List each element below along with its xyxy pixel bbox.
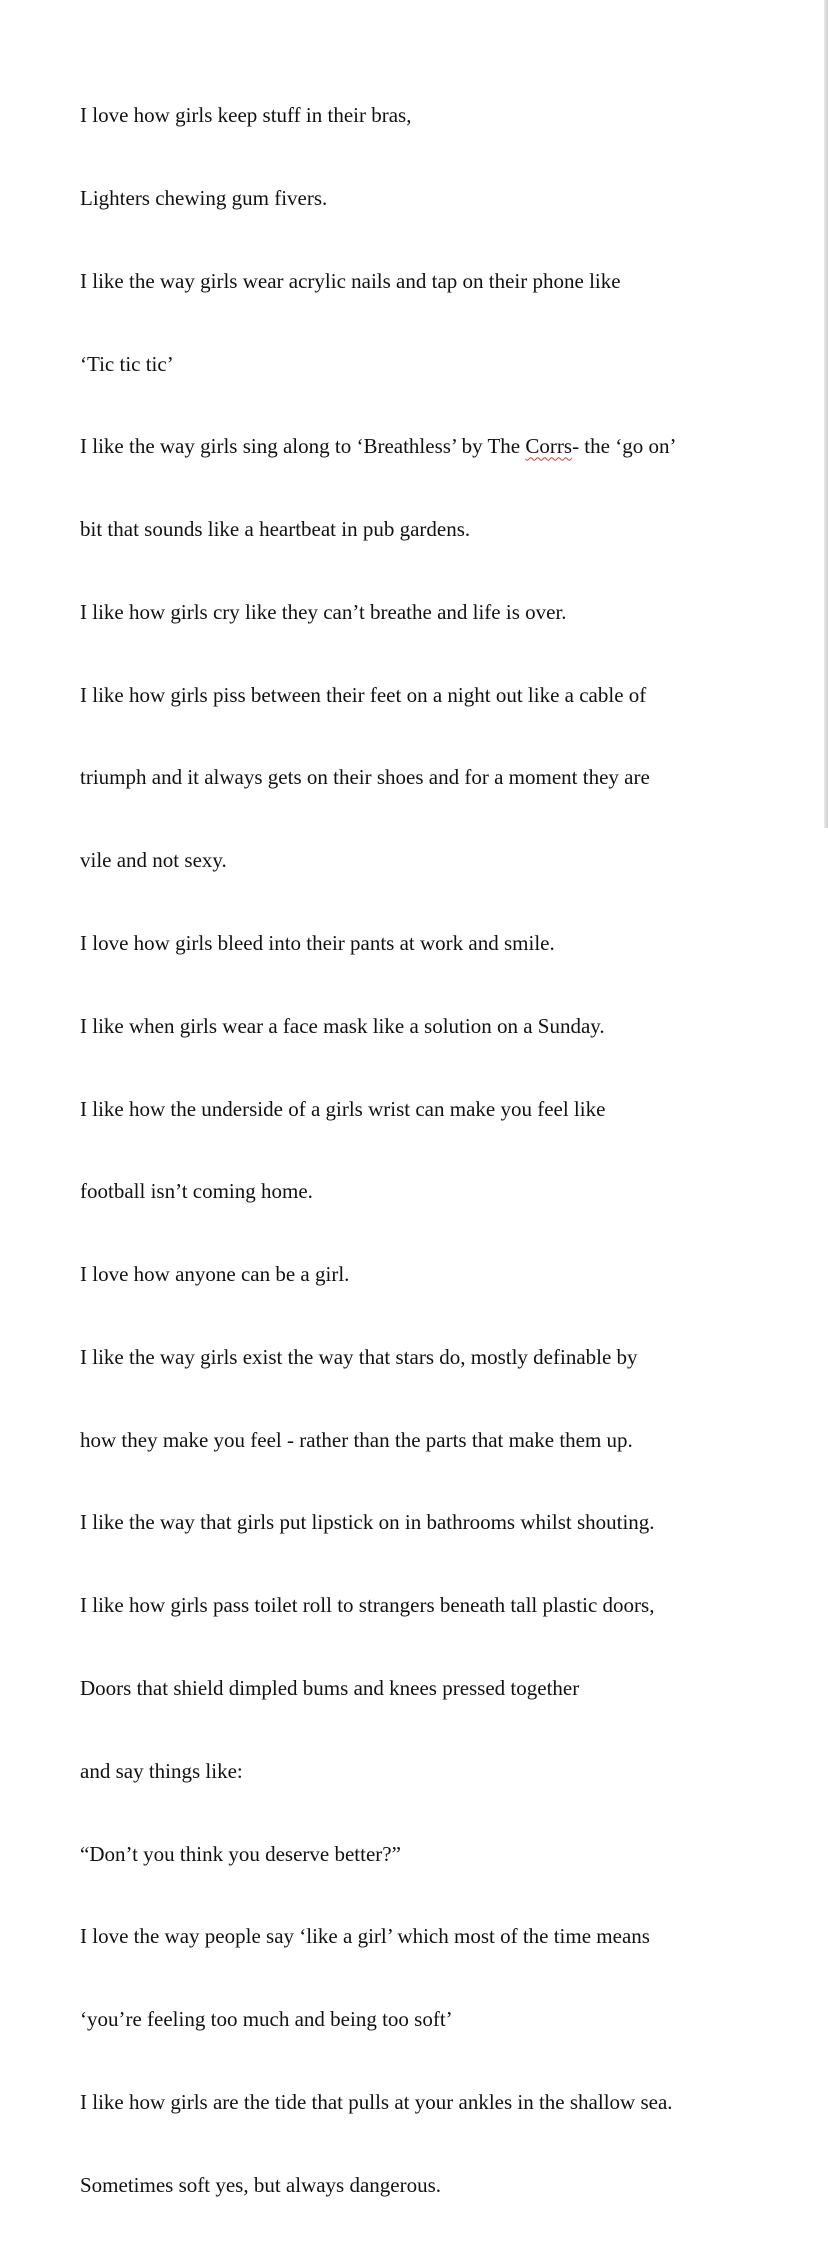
poem-line: I like when girls wear a face mask like a solution on a Sunday. — [80, 1013, 605, 1038]
poem-line: ‘Tic tic tic’ — [80, 351, 174, 376]
poem-line: football isn’t coming home. — [80, 1179, 313, 1204]
poem-line: I like how girls cry like they can’t breathe and life is over. — [80, 599, 567, 624]
poem-line: “Don’t you think you deserve better?” — [80, 1841, 401, 1866]
poem-line: and say things like: — [80, 1758, 243, 1783]
poem-line — [80, 433, 780, 461]
page-edge-shadow — [824, 0, 828, 828]
poem-line: I like the way girls exist the way that stars do, mostly definable by — [80, 1344, 638, 1369]
poem-line: Doors that shield dimpled bums and knees pressed together — [80, 1676, 580, 1701]
poem-line: I like how girls piss between their feet on a night out like a cable of — [80, 682, 647, 707]
line-text: I like the way girls sing along to ‘Breathless’ by The — [80, 434, 526, 459]
poem-line: how they make you feel - rather than the parts that make them up. — [80, 1427, 633, 1452]
poem-line: I love the way people say ‘like a girl’ which most of the time means — [80, 1924, 650, 1949]
poem-line: I love how girls bleed into their pants at work and smile. — [80, 931, 555, 955]
line-text: - the ‘go on’ — [572, 434, 677, 459]
poem-line: Lighters chewing gum fivers. — [80, 185, 328, 210]
poem-line: I like how the underside of a girls wrist can make you feel like — [80, 1096, 606, 1121]
poem-line: I love how girls keep stuff in their bras, — [80, 103, 412, 128]
poem-line: vile and not sexy. — [80, 848, 227, 873]
poem-line: I love how anyone can be a girl. — [80, 1262, 350, 1287]
poem-line: I like the way girls wear acrylic nails and tap on their phone like — [80, 268, 621, 293]
spellcheck-flagged-word[interactable]: Corrs — [525, 434, 573, 459]
poem-line: triumph and it always gets on their shoes and for a moment they are — [80, 765, 650, 790]
poem-line: I like the way that girls put lipstick on in bathrooms whilst shouting. — [80, 1510, 655, 1535]
poem-line: ‘you’re feeling too much and being too soft’ — [80, 2007, 453, 2032]
poem-line: I like how girls are the tide that pulls at your ankles in the shallow sea. — [80, 2089, 673, 2114]
poem-text[interactable] — [80, 47, 780, 2255]
poem-line: I like how girls pass toilet roll to strangers beneath tall plastic doors, — [80, 1593, 655, 1618]
poem-line: bit that sounds like a heartbeat in pub gardens. — [80, 517, 471, 542]
poem-line: Sometimes soft yes, but always dangerous. — [80, 2172, 442, 2197]
